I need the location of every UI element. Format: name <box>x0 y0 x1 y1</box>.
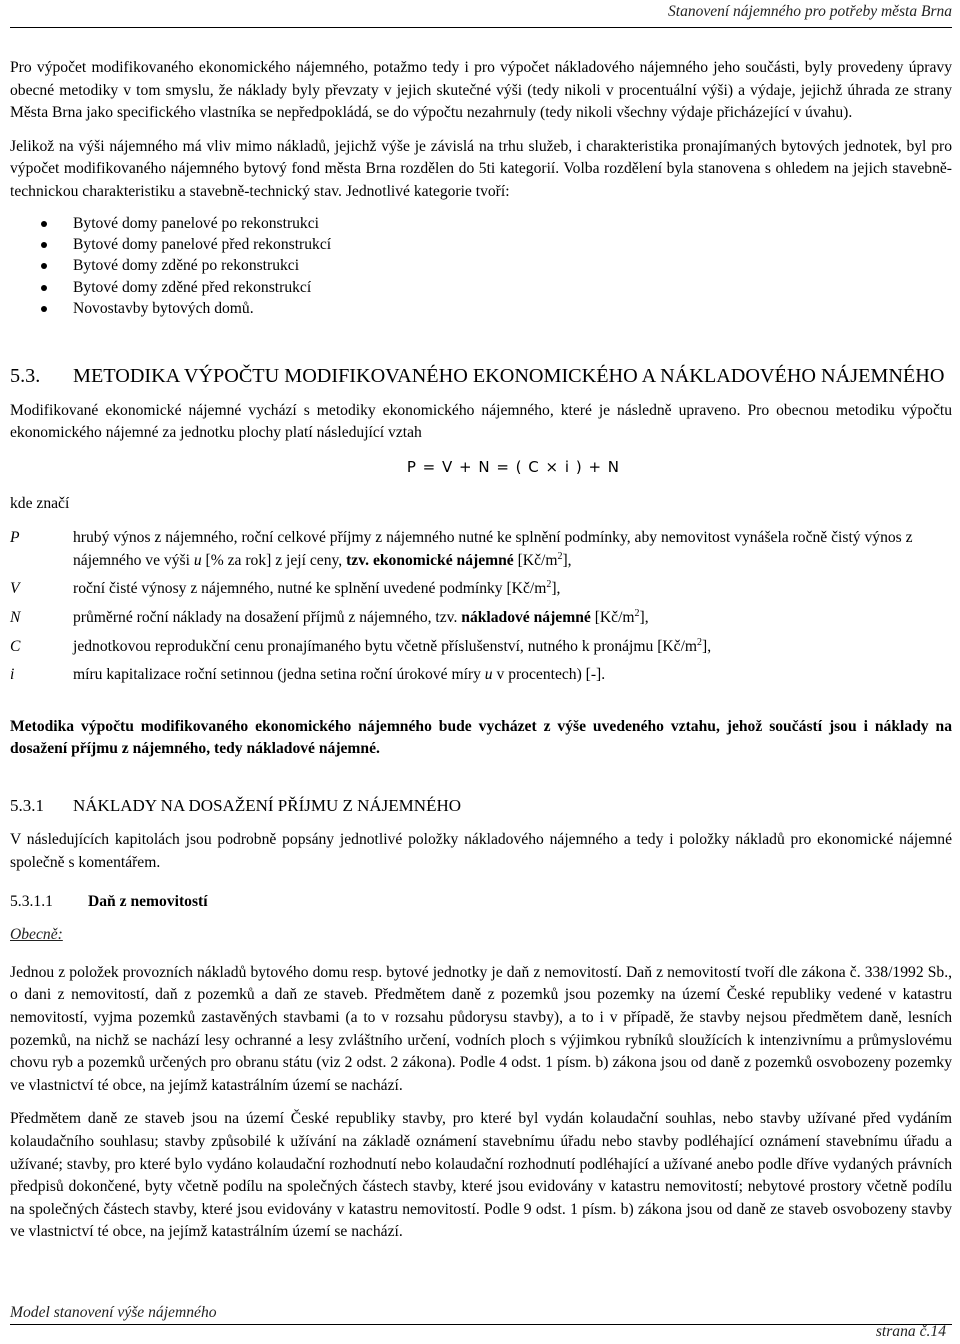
definition-text: průměrné roční náklady na dosažení příjmů z nájemného, tzv. nákladové nájemné $[Kč/m^2]$, <box>73 608 649 627</box>
generally-label: Obecně: <box>10 926 63 944</box>
category-item: Novostavby bytových domů. <box>10 298 952 319</box>
definition-symbol: C <box>10 637 21 655</box>
property-tax-paragraph-1: Jednou z položek provozních nákladů bytového domu resp. bytové jednotky je daň z nemovitostí. Daň z nemovitostí tvoří dle zákona č. 338/1992 Sb., o dani z nemovitostí, daň z pozemků a daň ze staveb. Předmětem daně z pozemků jsou pozemky na území České republiky vedené v katastru nemovitostí, vyjma pozemků zastavěných stavbami (a to v rozsahu půdorysu stavby), a to i v případě, že stavby nejsou předmětem daně, lesních pozemků, na nichž se nachází lesy ochranné a lesy zvláštního určení, vodních ploch s výjimkou rybníků sloužících k intenzivnímu a průmyslovému chovu ryb a pozemků určených pro obranu státu (viz 2 odst. 2 zákona). Podle 4 odst. 1 písm. b) zákona jsou od daně z pozemků osvobozeny pozemky ve vlastnictví té obce, na jejímž katastrálním území se nachází. <box>10 963 952 1094</box>
definitions-list <box>10 527 952 687</box>
section-title: METODIKA VÝPOČTU MODIFIKOVANÉHO EKONOMICKÉHO A NÁKLADOVÉHO NÁJEMNÉHO <box>73 364 945 387</box>
property-tax-paragraph-2: Předmětem daně ze staveb jsou na území České republiky stavby, pro které byl vydán kolaudační souhlas, nebo stavby užívané před vydáním kolaudačního souhlasu; stavby způsobilé k užívání na základě oznámení stavebnímu úřadu nebo stavby podléhající oznámení stavebnímu úřadu a užívané; stavby, pro které bylo vydáno kolaudační rozhodnutí nebo kolaudační rozhodnutí podléhající a užívané anebo podle dříve vydaných právních předpisů dokončené, byty včetně podílu na společných částech stavby, které jsou evidovány v katastru nemovitostí; nebytové prostory včetně podílu na společných částech stavby, které jsou evidovány v katastru nemovitostí. Podle 9 odst. 1 písm. b) zákona jsou od daně ze staveb osvobozeny stavby ve vlastnictví té obce, na jejímž katastrálním území se nachází. <box>10 1110 952 1241</box>
section-heading-5-3 <box>10 363 952 389</box>
where-label: kde značí <box>10 494 70 512</box>
definition-symbol: V <box>10 580 20 598</box>
definition-i <box>10 664 952 687</box>
definition-symbol: N <box>10 609 21 627</box>
intro-paragraph-2: Jelikož na výši nájemného má vliv mimo nákladů, jejichž výše je závislá na trhu služeb, i charakteristika pronajímaných bytových jednotek, byl pro výpočet modifikovaného nájemného bytový fond města Brna rozdělen do 5ti kategorií. Volba rozdělení byla stanovena s ohledem na jejich stavebně-technickou charakteristiku a stavebně-technický stav. Jednotlivé kategorie tvoří: <box>10 137 952 200</box>
section-title: Daň z nemovitostí <box>88 893 208 911</box>
definition-c <box>10 636 952 659</box>
running-header: Stanovení nájemného pro potřeby města Brna <box>668 3 952 20</box>
page-content <box>10 57 952 1244</box>
category-item: Bytové domy zděné před rekonstrukcí <box>10 277 952 298</box>
section-heading-5-3-1 <box>10 794 952 818</box>
definition-symbol: P <box>10 529 20 547</box>
category-item: Bytové domy zděné po rekonstrukci <box>10 255 952 276</box>
section-number: 5.3.1.1 <box>10 893 53 911</box>
definition-p <box>10 527 952 572</box>
category-item: Bytové domy panelové po rekonstrukci <box>10 213 952 234</box>
category-item: Bytové domy panelové před rekonstrukcí <box>10 234 952 255</box>
intro-paragraph-1: Pro výpočet modifikovaného ekonomického nájemného, potažmo tedy i pro výpočet nákladového nájemného jeho součásti, byly provedeny úpravy obecné metodiky v tom smyslu, že náklady byly převzaty v jejich skutečné výši (tedy nikoli v procentuální výši) a výdaje, jejichž úhrada ze strany Města Brna jako specifického vlastníka se nepředpokládá, se do výpočtu nezahrnuly (tedy nikoli všechny výdaje přicházející v úvahu). <box>10 59 952 122</box>
header-rule <box>10 27 952 28</box>
definition-v <box>10 578 952 601</box>
method-paragraph: Modifikované ekonomické nájemné vychází s metodiky ekonomického nájemného, které je následně upraveno. Pro obecnou metodiku výpočtu ekonomického nájemné za jednotku plochy platí následující vztah <box>10 401 952 442</box>
footer-rule <box>10 1324 952 1325</box>
costs-paragraph: V následujících kapitolách jsou podrobně popsány jednotlivé položky nákladového nájemného a tedy i položky nákladů pro ekonomické nájemné společně s komentářem. <box>10 831 952 871</box>
section-number: 5.3.1 <box>10 796 44 816</box>
category-list <box>10 213 952 320</box>
rent-formula: P = V + N = ( C × i ) + N <box>406 457 620 476</box>
section-heading-5-3-1-1 <box>10 891 952 913</box>
method-note: Metodika výpočtu modifikovaného ekonomického nájemného bude vycházet z výše uvedeného vztahu, jehož součástí jsou i náklady na dosažení příjmu z nájemného, tedy nákladové nájemné. <box>10 717 952 758</box>
definition-symbol: i <box>10 666 15 684</box>
section-title: NÁKLADY NA DOSAŽENÍ PŘÍJMU Z NÁJEMNÉHO <box>73 796 462 816</box>
definition-text: míru kapitalizace roční setinnou (jedna setina roční úrokové míry u v procentech) [-]. <box>73 666 606 684</box>
footer-title: Model stanovení výše nájemného <box>10 1304 217 1321</box>
definition-text: jednotkovou reprodukční cenu pronajímaného bytu včetně příslušenství, nutného k pronájmu $[Kč/m^2]$, <box>73 636 712 655</box>
section-number: 5.3. <box>10 364 41 387</box>
definition-n <box>10 607 952 630</box>
definition-text: roční čisté výnosy z nájemného, nutné ke splnění uvedené podmínky $[Kč/m^2]$, <box>73 579 561 598</box>
page-number: strana č.14 <box>875 1323 946 1340</box>
definition-text: hrubý výnos z nájemného, roční celkové příjmy z nájemného nutné ke splnění podmínky, aby nemovitost vynášela ročně čistý výnos z nájemného ve výši u [% za rok] z její ceny, tzv. ekonomické nájemné $[Kč/m^2]$, <box>73 529 913 569</box>
